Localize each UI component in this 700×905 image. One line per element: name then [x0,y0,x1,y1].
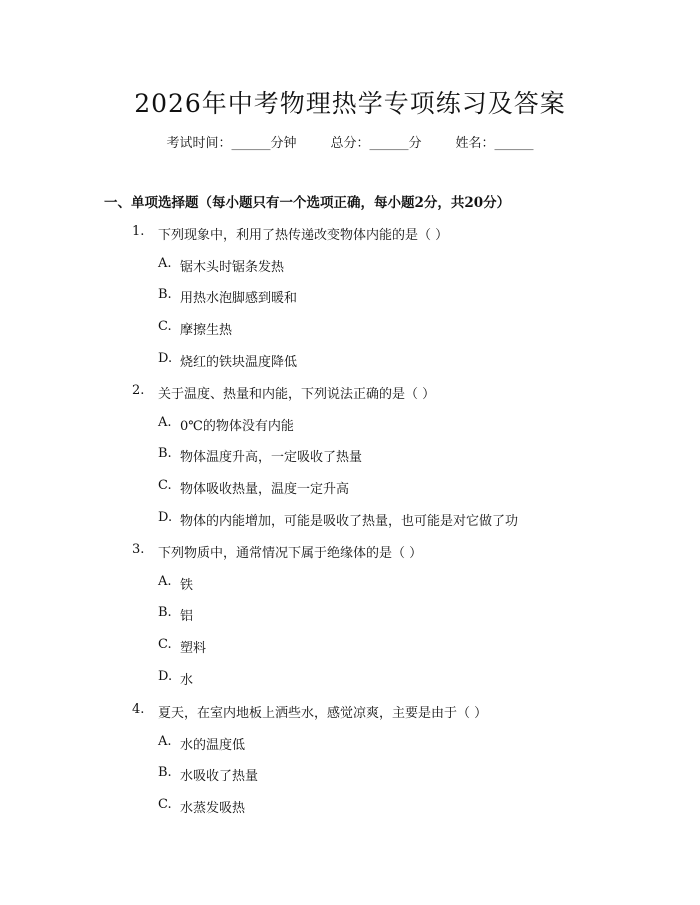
exam-time-field: 考试时间：______分钟 [166,136,297,151]
question-2-option-c [158,478,349,497]
question-3 [132,542,422,561]
option-text: 物体温度升高，一定吸收了热量 [180,450,363,466]
question-number: 2. [132,383,145,398]
question-3-option-a [158,574,193,593]
option-letter: A. [158,255,172,271]
question-3-option-b [158,605,193,624]
option-text: 烧红的铁块温度降低 [180,354,298,370]
option-letter: C. [158,797,172,813]
option-text: 摩擦生热 [180,323,233,339]
option-letter: D. [158,350,173,366]
question-1-option-a [158,256,284,275]
option-text: 水蒸发吸热 [180,801,246,817]
option-letter: B. [158,765,172,781]
option-letter: B. [158,287,172,303]
question-4 [132,702,487,721]
question-4-option-a [158,734,245,753]
option-letter: A. [158,414,172,430]
option-text: 物体的内能增加，可能是吸收了热量，也可能是对它做了功 [180,513,519,529]
question-3-option-d [158,669,193,688]
total-score-field: 总分：______分 [330,136,422,151]
question-1-option-c [158,319,232,338]
question-2-option-d [158,510,518,529]
section-heading-single-choice: 一、单项选择题（每小题只有一个选项正确，每小题2分，共20分） [104,195,511,211]
option-text: 水 [180,672,194,688]
option-text: 水吸收了热量 [180,769,259,785]
option-text: 用热水泡脚感到暖和 [180,291,298,307]
question-text: 下列现象中，利用了热传递改变物体内能的是（ ） [158,228,449,243]
option-letter: A. [158,733,172,749]
option-letter: C. [158,637,172,653]
question-4-option-b [158,765,258,784]
question-text: 夏天，在室内地板上洒些水，感觉凉爽，主要是由于（ ） [158,706,488,721]
option-letter: C. [158,478,172,494]
option-letter: B. [158,446,172,462]
question-4-option-c [158,797,245,816]
question-number: 4. [132,702,145,717]
option-letter: D. [158,509,173,525]
question-2-option-a [158,415,294,434]
option-text: 铝 [180,609,194,625]
question-1-option-d [158,351,297,370]
option-letter: C. [158,319,172,335]
student-name-field: 姓名：______ [455,136,534,151]
option-text: 0℃的物体没有内能 [180,418,294,434]
question-text: 下列物质中，通常情况下属于绝缘体的是（ ） [158,546,423,561]
option-text: 铁 [180,577,194,593]
option-text: 物体吸收热量，温度一定升高 [180,482,350,498]
question-number: 3. [132,542,145,557]
option-text: 水的温度低 [180,737,246,753]
page-title: 2026年中考物理热学专项练习及答案 [134,89,566,118]
question-1-option-b [158,287,297,306]
option-text: 塑料 [180,641,207,657]
question-2-option-b [158,446,362,465]
question-2 [132,383,435,402]
question-1 [132,224,448,243]
question-3-option-c [158,637,206,656]
option-letter: A. [158,573,172,589]
option-text: 锯木头时锯条发热 [180,259,285,275]
option-letter: B. [158,605,172,621]
question-number: 1. [132,224,145,239]
question-text: 关于温度、热量和内能，下列说法正确的是（ ） [158,387,436,402]
option-letter: D. [158,668,173,684]
